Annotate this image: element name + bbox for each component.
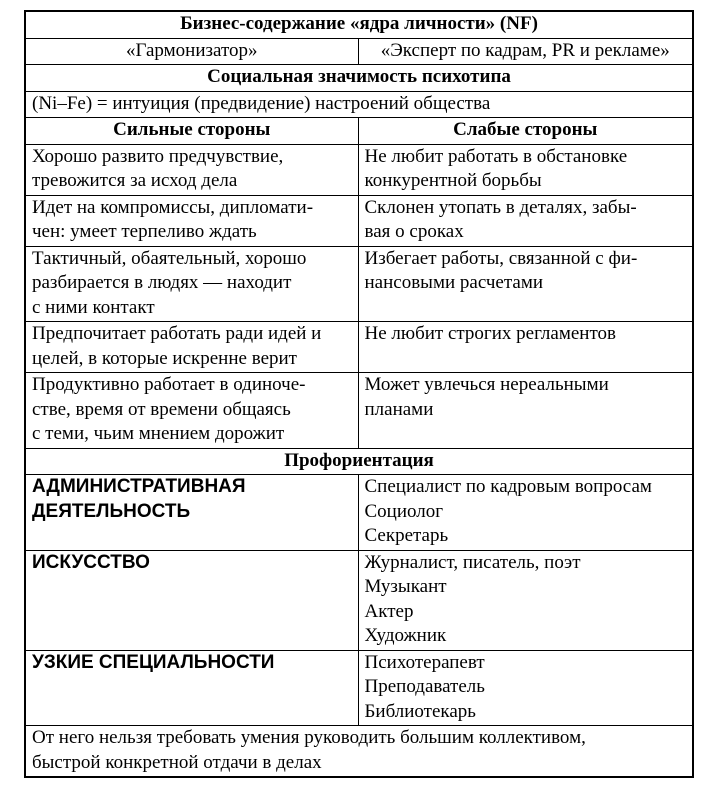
types-row [25, 38, 693, 65]
text-line: Не любит работать в обстановке [364, 145, 628, 167]
weak-cell [358, 246, 693, 322]
text-line: Идет на компромиссы, дипломати- [32, 196, 314, 218]
career-professions [358, 475, 693, 551]
text-line: Музыкант [364, 576, 447, 597]
text-line: разбирается в людях — находит [32, 272, 292, 293]
text-line: Социолог [364, 500, 444, 522]
career-row [25, 550, 693, 650]
text-line: нансовыми расчетами [364, 272, 544, 293]
career-row [25, 475, 693, 551]
trait-row [25, 373, 693, 449]
text-line: УЗКИЕ СПЕЦИАЛЬНОСТИ [32, 651, 275, 673]
text-line: Библиотекарь [364, 700, 476, 722]
career-professions [358, 650, 693, 726]
text-line: Продуктивно работает в одиноче- [32, 374, 306, 395]
weak-cell [358, 373, 693, 449]
psychotype-table [24, 10, 694, 778]
text-line: Склонен утопать в деталях, забы- [364, 196, 637, 218]
social-formula: (Ni–Fe) = интуиция (предвидение) настроений общества [25, 91, 693, 118]
weak-cell [358, 195, 693, 246]
footer-row [25, 726, 693, 778]
career-category [25, 650, 358, 726]
weak-cell [358, 322, 693, 373]
text-line: целей, в которые искренне верит [32, 347, 297, 369]
text-line: чен: умеет терпеливо ждать [32, 221, 257, 242]
strong-cell [25, 195, 358, 246]
career-heading: Профориентация [25, 448, 693, 475]
text-line: стве, время от времени общаясь [32, 398, 291, 420]
strong-heading: Сильные стороны [25, 118, 358, 145]
text-line: Может увлечься нереальными [364, 374, 609, 395]
text-line: От него нельзя требовать умения руководить большим коллективом, [32, 727, 586, 748]
trait-row [25, 322, 693, 373]
text-line: Избегает работы, связанной с фи- [364, 247, 638, 269]
strong-cell [25, 322, 358, 373]
text-line: ИСКУССТВО [32, 551, 150, 573]
text-line: тревожится за исход дела [32, 170, 238, 191]
career-professions [358, 550, 693, 650]
career-heading-row [25, 448, 693, 475]
text-line: Секретарь [364, 525, 449, 546]
text-line: Хорошо развито предчувствие, [32, 145, 284, 167]
traits-heading-row [25, 118, 693, 145]
text-line: ДЕЯТЕЛЬНОСТЬ [32, 500, 191, 522]
footer-note [25, 726, 693, 778]
career-row [25, 650, 693, 726]
weak-cell [358, 144, 693, 195]
trait-row [25, 144, 693, 195]
text-line: Актер [364, 600, 414, 622]
type-right: «Эксперт по кадрам, PR и рекламе» [358, 38, 693, 65]
text-line: с ними контакт [32, 296, 155, 318]
text-line: Предпочитает работать ради идей и [32, 323, 322, 344]
text-line: Художник [364, 625, 447, 646]
type-left: «Гармонизатор» [25, 38, 358, 65]
text-line: Психотерапевт [364, 651, 485, 673]
career-category [25, 475, 358, 551]
strong-cell [25, 246, 358, 322]
text-line: Тактичный, обаятельный, хорошо [32, 247, 307, 269]
text-line: с теми, чьим мнением дорожит [32, 423, 285, 444]
weak-heading: Слабые стороны [358, 118, 693, 145]
text-line: быстрой конкретной отдачи в делах [32, 751, 322, 773]
strong-cell [25, 144, 358, 195]
social-heading-row [25, 65, 693, 92]
text-line: конкурентной борьбы [364, 170, 542, 191]
table-title: Бизнес-содержание «ядра личности» (NF) [25, 11, 693, 38]
text-line: Преподаватель [364, 676, 485, 697]
text-line: Журналист, писатель, поэт [364, 551, 581, 573]
strong-cell [25, 373, 358, 449]
trait-row [25, 195, 693, 246]
title-row [25, 11, 693, 38]
trait-row [25, 246, 693, 322]
text-line: Специалист по кадровым вопросам [364, 476, 652, 497]
text-line: Не любит строгих регламентов [364, 323, 616, 344]
text-line: АДМИНИСТРАТИВНАЯ [32, 476, 246, 497]
career-category [25, 550, 358, 650]
text-line: вая о сроках [364, 221, 464, 242]
social-heading: Социальная значимость психотипа [25, 65, 693, 92]
text-line: планами [364, 398, 434, 420]
social-formula-row [25, 91, 693, 118]
